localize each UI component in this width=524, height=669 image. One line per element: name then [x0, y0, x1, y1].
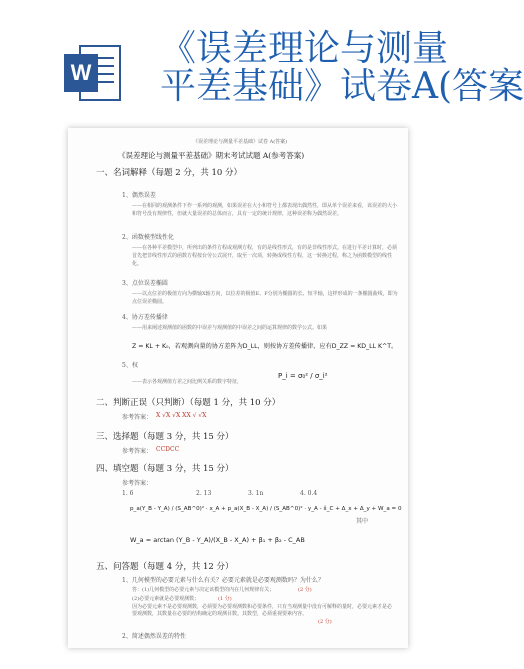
term-3-label: 3、点位误差椭圆 [122, 280, 168, 287]
term-1-definition: ——在相同的观测条件下作一系列的观测，如果误差在大小和符号上都表现出偶然性，即从单个误差来看，该误差的大小和符号没有规律性，但就大量误差的总体而言，具有一定的统计规律，这种误差称为偶然误差。 [132, 203, 398, 217]
section-2-answer: X √X √X XX √ √X [156, 412, 207, 419]
section-2-title: 二、判断正误（只判断）（每题 1 分，共 10 分） [96, 398, 281, 408]
question-1-points-1: (2 分) [298, 587, 312, 593]
question-1-points-3: (2 分) [318, 619, 332, 625]
banner-title-line2: 平差基础》试卷A(答案 [160, 66, 524, 107]
fill-formula-1: p_a(Y_B - Y_A) / (S_AB^0)² · x_A + p_a(X_B - X_A) / (S_AB^0)² · y_A - x̂_C + Δ_x + Δ_y + W_a = 0 [130, 506, 402, 512]
term-2-definition: ——在各种平差模型中，所列出的条件方程或观测方程，有的是线性形式，有的是非线性形式。在进行平差计算时，必须首先把非线性形式的函数方程按台劳公式展开，取至一次项，转换成线性方程，这一转换过程，称之为函数模型的线性化。 [132, 245, 398, 267]
svg-text:W: W [70, 60, 92, 85]
section-4-answer-label: 参考答案： [122, 480, 153, 487]
paper-heading: 《误差理论与测量平差基础》期末考试试题 A(参考答案) [118, 151, 305, 160]
question-1-answer-2: (2)必要元素就是必要观测数； [132, 596, 200, 602]
section-2-answer-label: 参考答案： [122, 414, 153, 421]
fill-answer-4: 4. 0.4 [300, 490, 318, 497]
question-1-points-2: (1 分) [218, 596, 232, 602]
document-banner [0, 0, 524, 120]
weight-formula: P_i = σ₀² / σ_i² [278, 372, 328, 380]
term-4-label: 4、协方差传播律 [122, 314, 168, 321]
covariance-formula: Z = KL + K₀，若观测向量的协方差阵为D_LL，则按协方差传播律，应有D_ZZ = KD_LL K^T。 [132, 343, 398, 350]
section-5-title: 五、问答题（每题 4 分，共 12 分） [96, 562, 234, 572]
section-3-answer: CCDCC [156, 446, 180, 453]
exam-paper-page [68, 128, 408, 648]
term-5-definition: ——表示各观测值方差之间比例关系的数字特征， [132, 379, 243, 385]
fill-formula-note: 其中 [356, 518, 369, 525]
fill-formula-2: W_a = arctan (Y_B - Y_A)/(X_B - X_A) + β₁ + β₂ - C_AB [130, 536, 305, 544]
fill-answer-2: 2. 13 [196, 490, 212, 497]
term-3-definition: ——以点位差的极值方向为横轴X轴方向，以位差的极值E、F分别为椭圆的长、短半轴，这样形成的一条椭圆曲线，即为点位误差椭圆。 [132, 291, 398, 305]
question-1-answer-3: 因为必要元素不是必要观测数，必须要为必要观测数和必要条件，只有当观测量中没有可解释的量时，必要元素才是必要观测数，其数量在必要的结构确定的观测目数。其数型，必须重视要素内容。 [132, 604, 393, 617]
word-document-icon [62, 42, 124, 104]
fill-answer-3: 3. 1n [248, 490, 264, 497]
term-2-label: 2、函数模型线性化 [122, 234, 174, 241]
term-5-label: 5、权 [122, 362, 138, 369]
section-1-title: 一、名词解释（每题 2 分，共 10 分） [96, 168, 243, 178]
question-1: 1、几何模型的必要元素与什么有关？必要元素就是必要观测数吗？为什么？ [122, 577, 324, 584]
question-1-answer-1: 答：(1)几何模型的必要元素与决定该模型的内在几何规律有关； [132, 587, 275, 593]
section-3-answer-label: 参考答案： [122, 448, 153, 455]
term-4-definition: ——用来阐述观测值的函数的中误差与观测值的中误差之间的运算规律的数学公式。如果 [132, 325, 328, 331]
question-2: 2、简述偶然误差的特性 [122, 633, 186, 640]
term-1-label: 1、偶然误差 [122, 192, 156, 199]
banner-title [160, 30, 524, 106]
top-caption: 《误差理论与测量平差基础》试卷 A(答案) [193, 139, 288, 145]
banner-title-line1: 《误差理论与测量 [160, 28, 449, 69]
section-4-title: 四、填空题（每题 3 分，共 15 分） [96, 464, 234, 474]
section-3-title: 三、选择题（每题 3 分，共 15 分） [96, 432, 234, 442]
fill-answer-1: 1. 6 [122, 490, 134, 497]
